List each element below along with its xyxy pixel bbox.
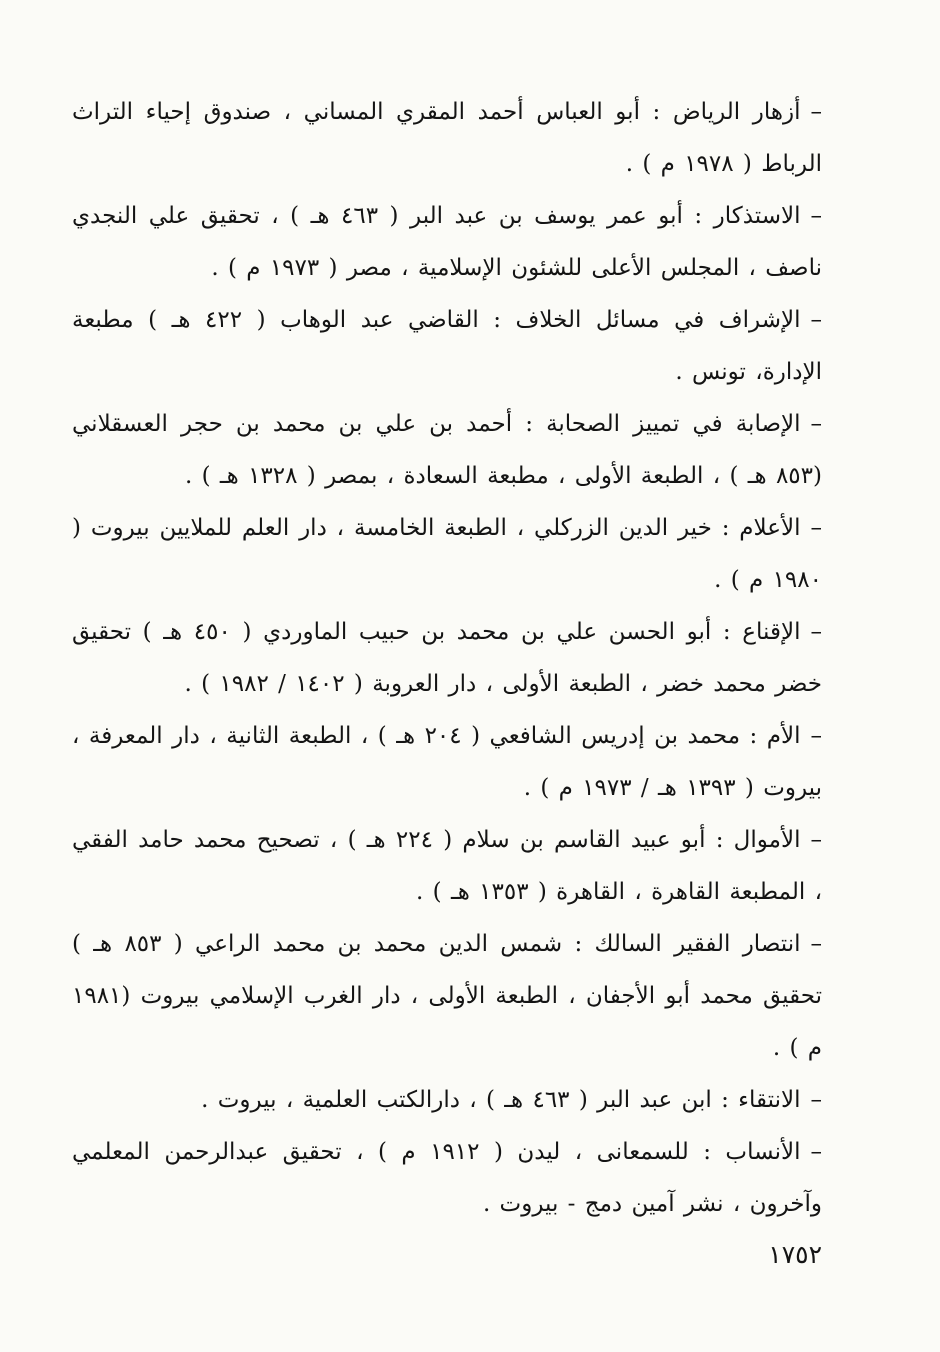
reference-text: الأموال : أبو عبيد القاسم بن سلام ( ٢٢٤ هـ ) ، تصحيح محمد حامد الفقي ، المطبعة القاهرة ، القاهرة ( ١٣٥٣ هـ ) . <box>72 827 822 905</box>
reference-entry <box>72 1126 822 1230</box>
reference-entry <box>72 294 822 398</box>
reference-entry <box>72 710 822 814</box>
reference-text: الأنساب : للسمعانى ، ليدن ( ١٩١٢ م ) ، تحقيق عبدالرحمن المعلمي وآخرون ، نشر آمين دمج - بيروت . <box>72 1139 822 1217</box>
entry-dash: – <box>810 619 822 645</box>
reference-text: الاستذكار : أبو عمر يوسف بن عبد البر ( ٤٦٣ هـ ) ، تحقيق علي النجدي ناصف ، المجلس الأعلى للشئون الإسلامية ، مصر ( ١٩٧٣ م ) . <box>72 203 822 281</box>
entry-dash: – <box>810 411 822 437</box>
reference-text: الأم : محمد بن إدريس الشافعي ( ٢٠٤ هـ ) ، الطبعة الثانية ، دار المعرفة ، بيروت ( ١٣٩٣ هـ / ١٩٧٣ م ) . <box>72 723 822 801</box>
entry-dash: – <box>810 1139 822 1165</box>
reference-text: الإقناع : أبو الحسن علي بن محمد بن حبيب الماوردي ( ٤٥٠ هـ ) تحقيق خضر محمد خضر ، الطبعة الأولى ، دار العروبة ( ١٤٠٢ / ١٩٨٢ ) . <box>72 619 822 697</box>
reference-entry <box>72 502 822 606</box>
reference-text: انتصار الفقير السالك : شمس الدين محمد بن محمد الراعي ( ٨٥٣ هـ ) تحقيق محمد أبو الأجفان ، الطبعة الأولى ، دار الغرب الإسلامي بيروت (١٩٨١ م ) . <box>72 931 822 1061</box>
reference-text: الإشراف في مسائل الخلاف : القاضي عبد الوهاب ( ٤٢٢ هـ ) مطبعة الإدارة، تونس . <box>72 307 822 385</box>
reference-text: الانتقاء : ابن عبد البر ( ٤٦٣ هـ ) ، دارالكتب العلمية ، بيروت . <box>201 1087 801 1113</box>
entry-dash: – <box>810 515 822 541</box>
reference-text: الإصابة في تمييز الصحابة : أحمد بن علي بن محمد بن حجر العسقلاني (٨٥٣ هـ ) ، الطبعة الأولى ، مطبعة السعادة ، بمصر ( ١٣٢٨ هـ ) . <box>72 411 822 489</box>
reference-entry <box>72 606 822 710</box>
reference-text: أزهار الرياض : أبو العباس أحمد المقري المساني ، صندوق إحياء التراث الرباط ( ١٩٧٨ م ) . <box>72 99 822 177</box>
entry-dash: – <box>810 1087 822 1113</box>
entry-dash: – <box>810 723 822 749</box>
reference-entry <box>72 190 822 294</box>
reference-list <box>72 86 822 1230</box>
reference-text: الأعلام : خير الدين الزركلي ، الطبعة الخامسة ، دار العلم للملايين بيروت ( ١٩٨٠ م ) . <box>72 515 822 593</box>
entry-dash: – <box>810 827 822 853</box>
reference-entry <box>72 86 822 190</box>
entry-dash: – <box>810 99 822 125</box>
entry-dash: – <box>810 931 822 957</box>
entry-dash: – <box>810 307 822 333</box>
reference-entry <box>72 918 822 1074</box>
reference-entry <box>72 814 822 918</box>
reference-entry <box>72 398 822 502</box>
entry-dash: – <box>810 203 822 229</box>
reference-entry <box>72 1074 822 1126</box>
page-number: ١٧٥٢ <box>768 1240 822 1269</box>
